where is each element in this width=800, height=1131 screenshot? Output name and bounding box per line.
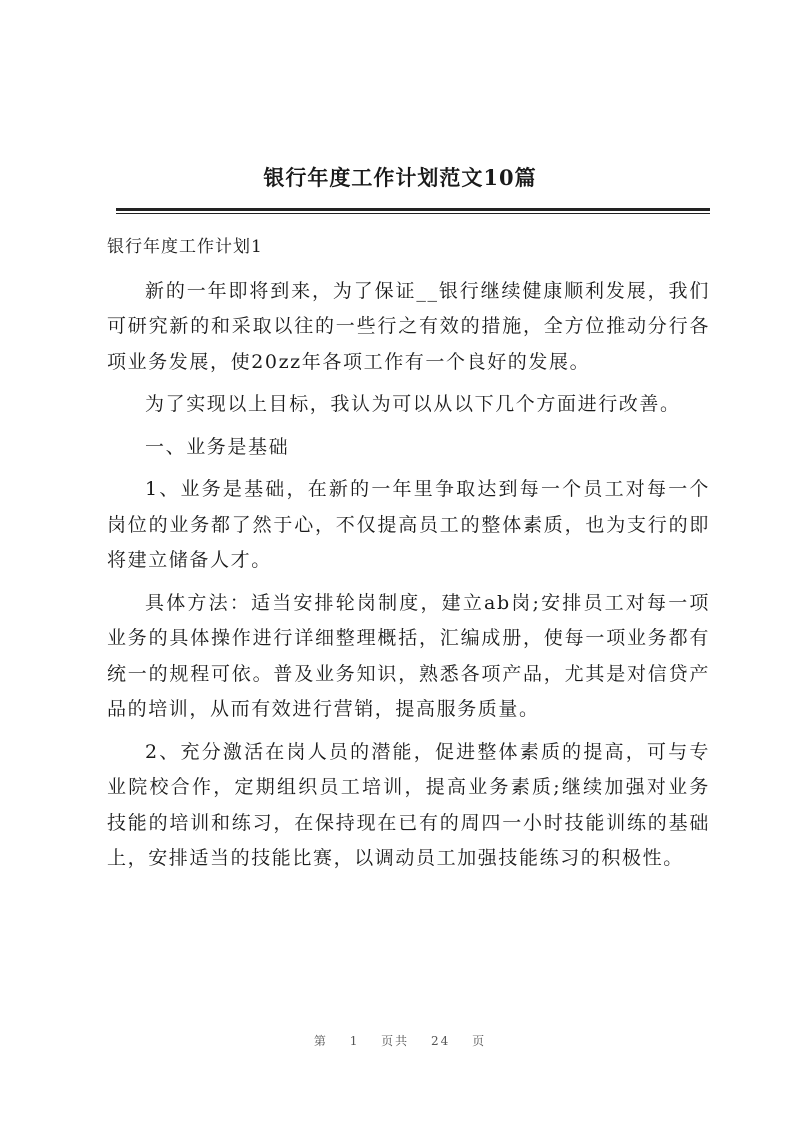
document-title: 银行年度工作计划范文10篇	[263, 165, 537, 190]
page-footer	[0, 1032, 800, 1049]
paragraph-intro: 新的一年即将到来，为了保证__银行继续健康顺利发展，我们可研究新的和采取以往的一些行之有效的措施，全方位推动分行各项业务发展，使20zz年各项工作有一个良好的发展。	[107, 279, 710, 373]
footer-suffix: 页	[472, 1034, 487, 1048]
subheading-business-foundation: 一、业务是基础	[145, 435, 290, 458]
footer-middle: 页共	[381, 1034, 410, 1048]
paragraph-goal: 为了实现以上目标，我认为可以从以下几个方面进行改善。	[145, 393, 681, 415]
document-body	[107, 230, 710, 884]
section-heading: 银行年度工作计划1	[107, 237, 263, 257]
paragraph-point-2: 2、充分激活在岗人员的潜能，促进整体素质的提高，可与专业院校合作，定期组织员工培训，提高业务素质;继续加强对业务技能的培训和练习，在保持现在已有的周四一小时技能训练的基础上，安排适当的技能比赛，以调动员工加强技能练习的积极性。	[107, 740, 710, 869]
footer-total-pages: 24	[431, 1034, 451, 1048]
paragraph-methods: 具体方法：适当安排轮岗制度，建立ab岗;安排员工对每一项业务的具体操作进行详细整理概括，汇编成册，使每一项业务都有统一的规程可依。普及业务知识，熟悉各项产品，尤其是对信贷产品的培训，从而有效进行营销，提高服务质量。	[107, 591, 710, 720]
paragraph-point-1: 1、业务是基础，在新的一年里争取达到每一个员工对每一个岗位的业务都了然于心，不仅提高员工的整体素质，也为支行的即将建立储备人才。	[107, 478, 710, 571]
footer-current-page: 1	[349, 1034, 360, 1048]
footer-prefix: 第	[313, 1034, 328, 1048]
title-double-rule	[116, 208, 710, 211]
